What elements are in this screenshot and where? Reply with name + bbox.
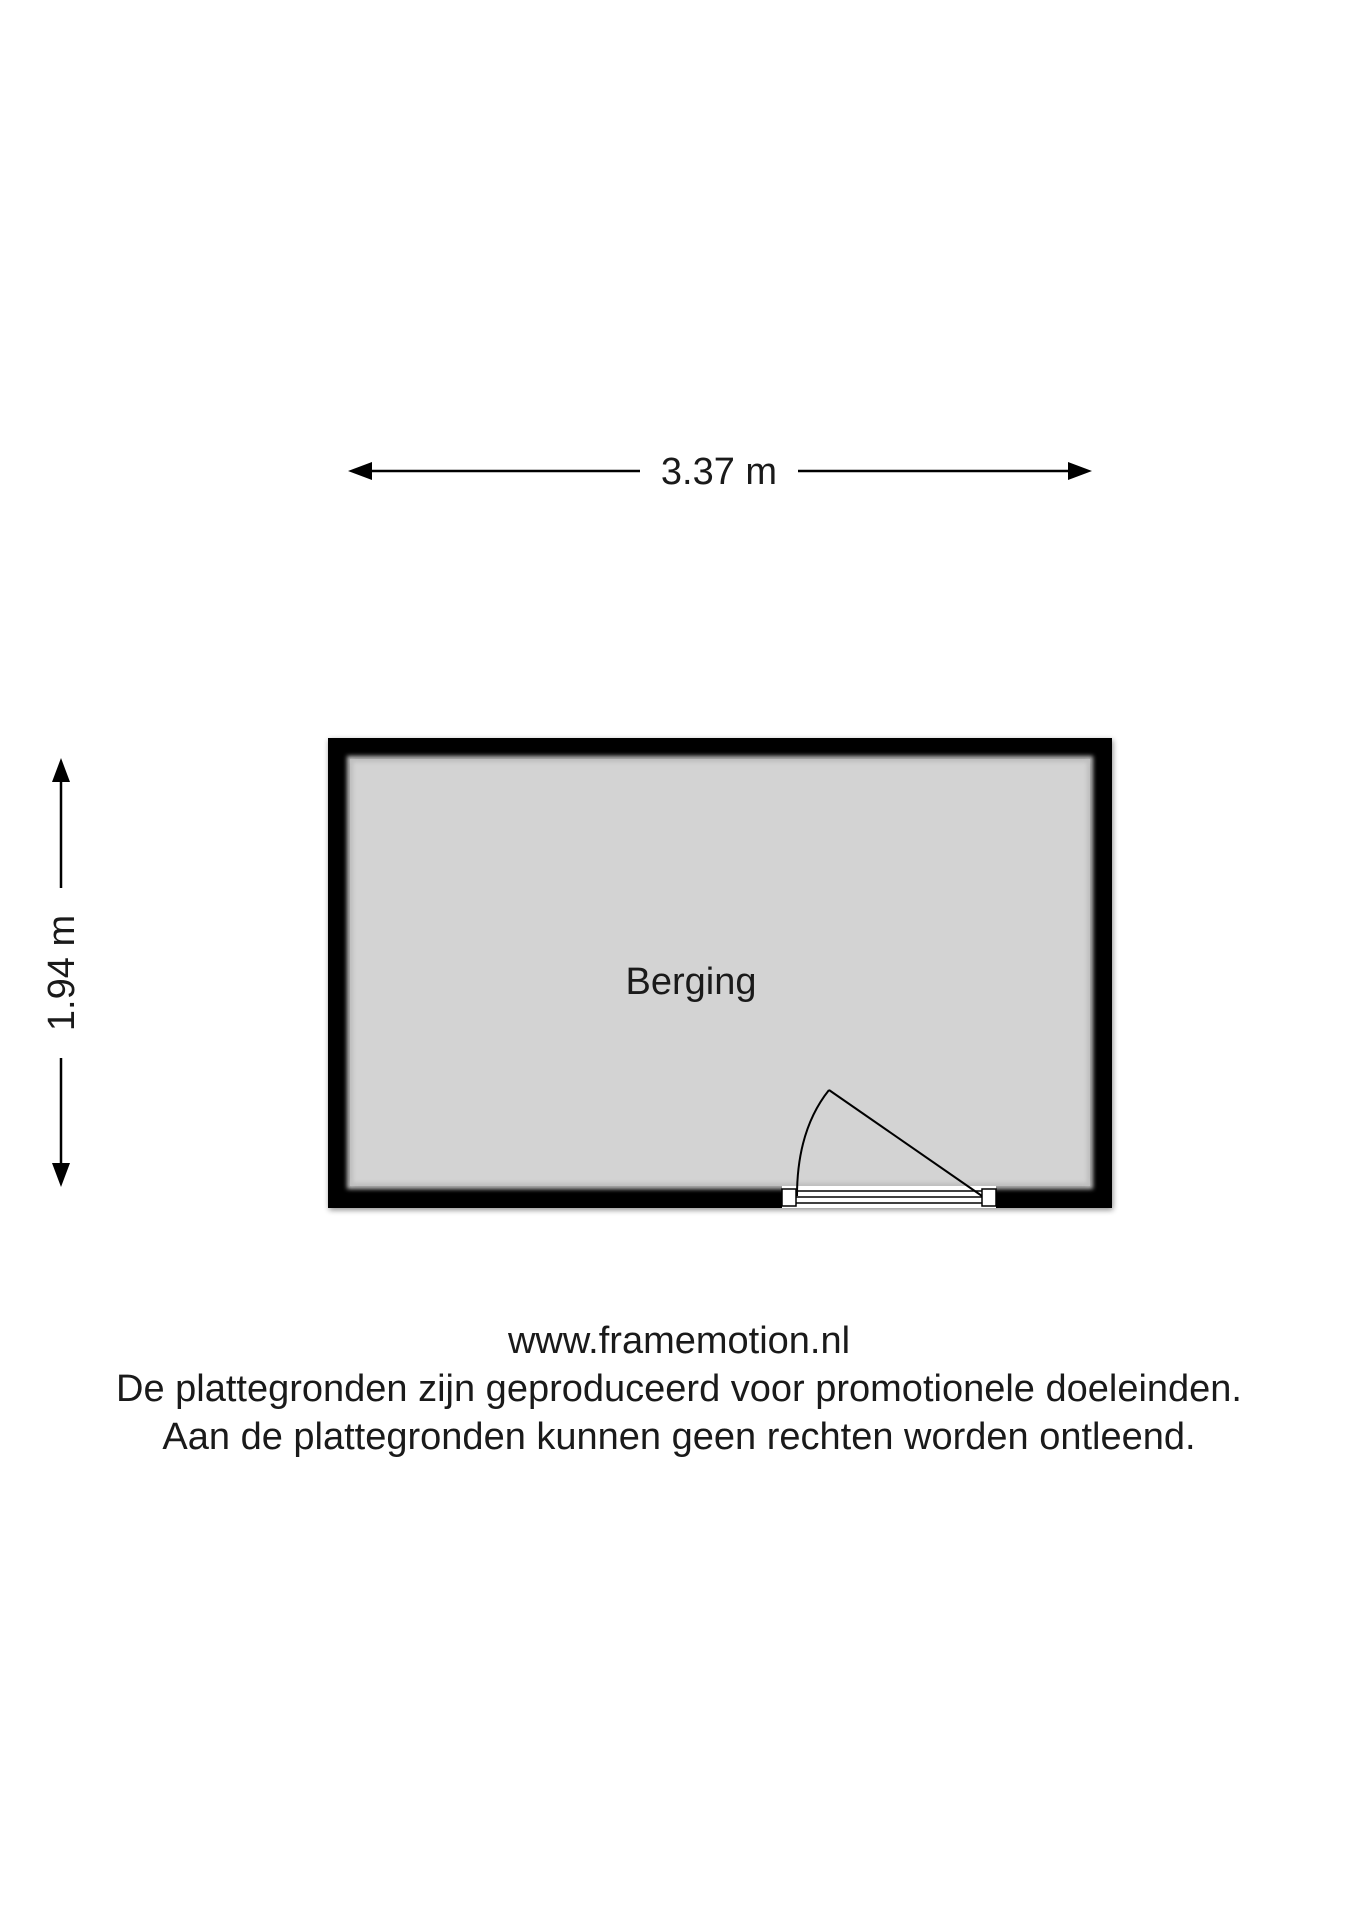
website-text: www.framemotion.nl <box>507 1320 851 1362</box>
arrow-up-icon <box>52 758 70 782</box>
width-dimension <box>348 451 1092 493</box>
disclaimer-line-2: Aan de plattegronden kunnen geen rechten worden ontleend. <box>162 1416 1196 1458</box>
room-label: Berging <box>625 961 757 1003</box>
door-jamb-left <box>782 1189 796 1206</box>
door-jamb-right <box>982 1189 996 1206</box>
height-dimension-label: 1.94 m <box>41 914 83 1032</box>
width-dimension-label: 3.37 m <box>660 451 778 493</box>
arrow-right-icon <box>1068 462 1092 480</box>
arrow-down-icon <box>52 1163 70 1187</box>
disclaimer-line-1: De plattegronden zijn geproduceerd voor promotionele doeleinden. <box>116 1368 1242 1410</box>
arrow-left-icon <box>348 462 372 480</box>
room-berging <box>328 738 1112 1208</box>
height-dimension <box>41 758 83 1187</box>
